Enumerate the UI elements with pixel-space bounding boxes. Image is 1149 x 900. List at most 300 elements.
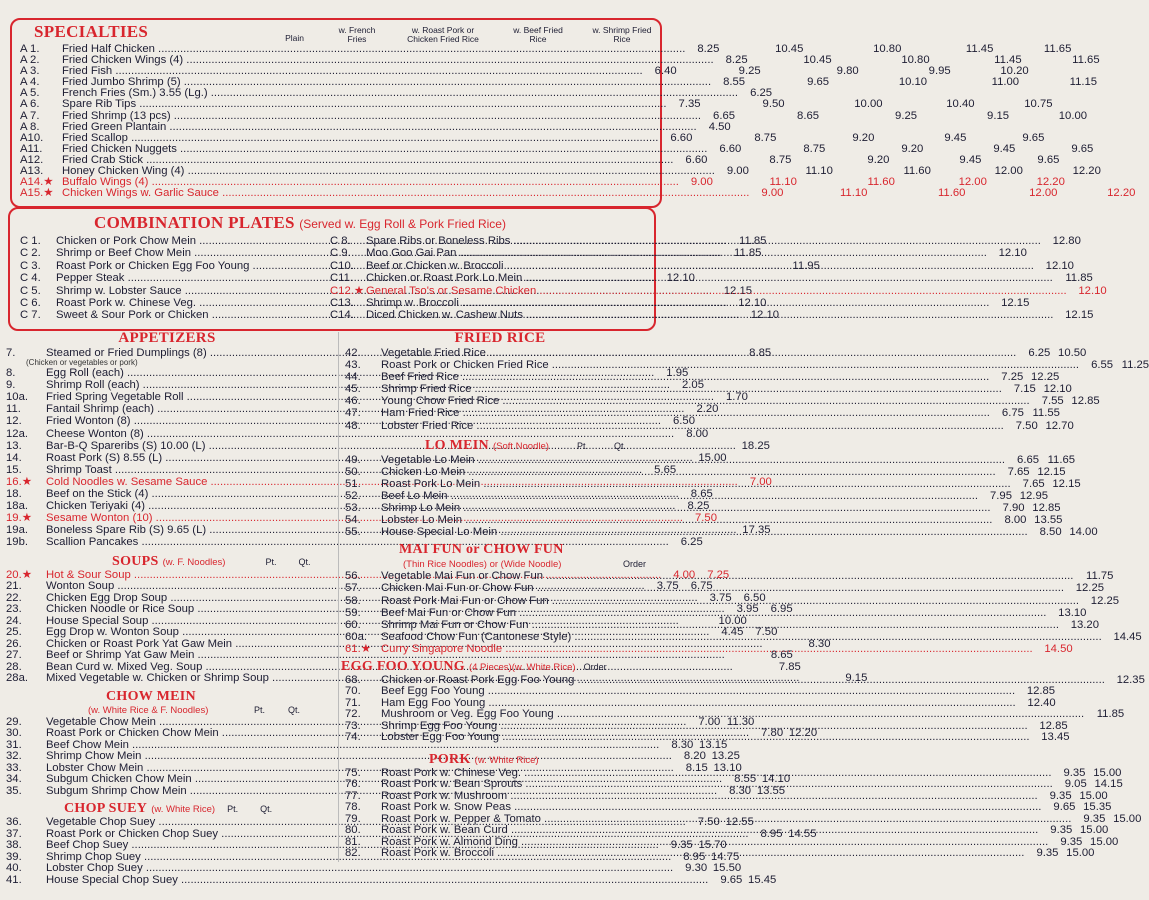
item-code: 61.★ <box>345 642 371 655</box>
item-price: 11.00 <box>991 76 1020 89</box>
item-price: 8.95 <box>683 850 706 863</box>
appetizers-title: APPETIZERS <box>118 330 216 346</box>
item-price: 7.85 <box>778 660 801 673</box>
item-name: Moo Goo Gai Pan ..... <box>366 247 987 259</box>
item-price: 8.85 <box>749 347 772 359</box>
header-pork-fried-rice: w. Roast Pork or Chicken Fried Rice <box>407 25 479 44</box>
item-code: 12a. <box>6 427 28 440</box>
item-name: Shrimp Toast ..... <box>46 464 642 476</box>
item-name: Shrimp Roll (each) ..... <box>46 379 670 391</box>
item-price: 12.70 <box>1045 419 1074 432</box>
item-price: 12.85 <box>1032 502 1061 515</box>
chopsuey-title: CHOP SUEY <box>64 801 148 816</box>
soups-qt-label: Qt. <box>298 556 311 567</box>
chopsuey-subtitle: (w. White Rice) <box>151 804 216 815</box>
item-price: 8.75 <box>769 153 792 166</box>
item-price: 6.60 <box>670 131 693 144</box>
item-price: 12.40 <box>1027 696 1056 709</box>
item-price: 6.55 <box>1091 359 1114 372</box>
item-code: C 4. <box>20 272 41 285</box>
item-name: Mushroom or Veg. Egg Foo Young ..... <box>381 709 1084 721</box>
item-price: 11.85 <box>1065 272 1093 285</box>
item-price: 3.95 <box>736 603 759 615</box>
item-name: Shrimp Lo Mein ..... <box>381 502 991 514</box>
item-price: 11.55 <box>1032 407 1060 420</box>
item-price: 8.25 <box>687 500 710 513</box>
item-price: 9.35 <box>1050 824 1073 837</box>
item-code: 58. <box>345 594 361 607</box>
item-price: 11.65 <box>1047 453 1076 466</box>
menu-item <box>6 427 709 440</box>
item-name: Fried Scallop ..... <box>62 133 658 144</box>
item-price: 4.50 <box>708 120 731 133</box>
item-name: Pepper Steak ..... <box>56 272 655 284</box>
chopsuey-qt-label: Qt. <box>260 804 273 814</box>
item-name: Vegetable Chow Mein ..... <box>46 717 686 729</box>
item-price: 15.00 <box>1093 766 1122 779</box>
item-code: A15.★ <box>20 187 54 200</box>
item-price: 12.85 <box>1071 395 1100 408</box>
item-name: Beef or Chicken w. Broccoli ..... <box>366 260 1034 272</box>
item-name: Chicken Mai Fun or Chow Fun ..... <box>381 582 1064 594</box>
item-price: 12.10 <box>1045 259 1074 272</box>
item-price: 12.25 <box>1090 594 1120 607</box>
item-price: 12.15 <box>1037 465 1066 478</box>
item-code: 33. <box>6 761 22 774</box>
specialties-list <box>20 43 1136 200</box>
item-price: 10.10 <box>898 76 928 89</box>
item-code: A 6. <box>20 98 40 111</box>
item-name: Roast Pork w. Bean Curd ..... <box>381 825 1038 837</box>
item-name: Mixed Vegetable w. Chicken or Shrimp Soup ..... <box>46 673 799 685</box>
item-price: 9.65 <box>1022 131 1045 144</box>
item-price: 7.25 <box>707 568 730 581</box>
item-price: 12.10 <box>1078 284 1107 297</box>
item-price: 9.00 <box>761 187 784 200</box>
item-code: 47. <box>345 407 361 420</box>
item-price: 7.95 <box>990 489 1013 502</box>
item-price: 12.10 <box>750 309 780 322</box>
item-code: A 8. <box>20 120 40 133</box>
item-code: 19b. <box>6 536 28 549</box>
item-name: Spare Ribs or Boneless Ribs ..... <box>366 235 1041 247</box>
item-price: 11.60 <box>867 176 895 189</box>
item-price: 7.50 <box>694 512 717 525</box>
item-code: 70. <box>345 685 361 698</box>
item-name: Roast Pork (S) 8.55 (L) ..... <box>46 452 693 464</box>
item-price: 9.35 <box>1036 847 1059 860</box>
item-price: 9.50 <box>762 98 785 111</box>
soups-title: SOUPS <box>112 553 159 569</box>
item-name: Cold Noodles w. Sesame Sauce ..... <box>46 476 738 488</box>
item-code: 57. <box>345 582 361 595</box>
item-code: 81. <box>345 835 361 848</box>
item-name: Chicken Lo Mein ..... <box>381 466 996 478</box>
item-code: 9. <box>6 379 16 392</box>
item-price: 10.00 <box>718 614 747 627</box>
item-code: 26. <box>6 637 22 650</box>
item-price: 11.85 <box>734 247 762 260</box>
item-name: Fried Spring Vegetable Roll ..... <box>46 391 714 403</box>
item-price: 9.25 <box>738 65 761 78</box>
lomein-pt-label: Pt. <box>576 440 588 451</box>
item-code: 11. <box>6 403 21 416</box>
item-price: 11.60 <box>937 187 966 200</box>
item-code: C10. <box>330 259 354 272</box>
item-name: Lobster Egg Foo Young ..... <box>381 732 1030 744</box>
item-code: 36. <box>6 816 22 828</box>
item-price: 8.95 <box>760 827 783 840</box>
item-name: Roast Pork w. Pepper & Tomato ..... <box>381 814 1071 826</box>
item-code: A 3. <box>20 65 40 78</box>
item-name: Shrimp Fried Rice ..... <box>381 383 1002 395</box>
item-price: 6.95 <box>770 603 793 615</box>
item-code: 48. <box>345 419 361 432</box>
item-name: Chicken Teriyaki (4) ..... <box>46 500 675 512</box>
item-code: 75. <box>345 766 361 779</box>
item-code: 56. <box>345 570 361 583</box>
item-code: 8. <box>6 367 16 380</box>
item-name: Lobster Lo Mein ..... <box>381 514 992 526</box>
item-code: A13. <box>20 165 44 178</box>
item-name: Fried Shrimp (13 pcs) ..... <box>62 111 701 122</box>
item-code: C12.★ <box>330 284 364 297</box>
item-name: Beef Lo Mein ..... <box>381 490 978 502</box>
item-price: 11.75 <box>1086 570 1114 583</box>
item-name: Fried Fish ..... <box>62 66 643 77</box>
soups-header <box>6 553 311 570</box>
item-price: 9.20 <box>901 142 924 155</box>
menu-item <box>345 359 1149 372</box>
item-price: 6.40 <box>654 65 677 78</box>
item-code: 38. <box>6 839 22 851</box>
item-price: 10.80 <box>873 43 902 55</box>
item-price: 8.30 <box>808 637 831 650</box>
item-name: Subgum Chicken Chow Mein ..... <box>46 774 722 786</box>
item-price: 9.65 <box>1037 153 1060 166</box>
item-name: Diced Chicken w. Cashew Nuts ..... <box>366 309 1053 321</box>
item-price: 11.85 <box>1096 708 1125 721</box>
soups-subtitle: (w. F. Noodles) <box>162 556 226 568</box>
item-name: General Tso's or Sesame Chicken ..... <box>366 285 1067 297</box>
item-name: Shrimp or Beef Chow Mein ..... <box>56 247 721 259</box>
item-price <box>772 88 856 99</box>
item-price: 6.50 <box>743 591 766 604</box>
item-price: 11.10 <box>769 176 797 189</box>
menu-item <box>20 109 1088 122</box>
pork-subtitle: (w. White Rice) <box>474 754 539 766</box>
item-name: Shrimp w. Lobster Sauce ..... <box>56 285 712 297</box>
item-code: A11. <box>20 142 43 155</box>
item-price: 15.35 <box>1083 801 1112 814</box>
item-name: Chicken or Pork Chow Mein ..... <box>56 235 726 247</box>
item-name: Spare Rib Tips ..... <box>62 99 667 110</box>
item-name: Roast Pork w. Bean Sprouts ..... <box>381 779 1053 791</box>
soups-pt-label: Pt. <box>265 556 277 567</box>
item-name: Fried Crab Stick ..... <box>62 155 673 166</box>
item-price: 5.65 <box>654 463 677 476</box>
item-price: 6.60 <box>685 153 708 166</box>
item-name: Buffalo Wings (4) ..... <box>62 177 679 188</box>
item-name: Beef Egg Foo Young ..... <box>381 686 1015 698</box>
item-code: A12. <box>20 153 44 166</box>
item-code: 73. <box>345 719 361 732</box>
item-price: 14.00 <box>1069 526 1098 539</box>
eggfoo-title: EGG FOO YOUNG <box>341 658 465 674</box>
item-price: 9.00 <box>726 165 749 178</box>
eggfoo-subtitle: (4 Pieces)(w. White Rice) <box>468 661 576 673</box>
item-price: 8.00 <box>686 427 709 440</box>
item-price: 6.25 <box>750 87 773 100</box>
item-code: C 7. <box>20 309 41 322</box>
item-code: 72. <box>345 708 361 721</box>
column-divider <box>338 332 339 862</box>
item-price: 7.65 <box>1022 477 1045 490</box>
item-price: 9.30 <box>685 862 708 874</box>
item-name: Fried Wonton (8) ..... <box>46 415 661 427</box>
menu-item <box>6 649 793 662</box>
item-code: C 8. <box>330 235 351 247</box>
item-name: Wonton Soup ..... <box>46 581 645 593</box>
item-code: A 7. <box>20 109 40 122</box>
item-price: 11.10 <box>839 187 868 200</box>
item-code: 28. <box>6 660 22 673</box>
item-price: 4.45 <box>721 626 744 638</box>
item-price: 1.95 <box>666 367 689 380</box>
item-name: Beef Fried Rice ..... <box>381 371 989 383</box>
item-code: 55. <box>345 526 361 539</box>
item-price: 6.25 <box>680 536 703 549</box>
lomein-subtitle: (Soft Noodle) <box>492 440 549 452</box>
item-price: 6.50 <box>673 415 695 428</box>
item-price: 8.65 <box>770 649 793 661</box>
item-price: 12.10 <box>738 297 767 310</box>
item-price: 12.25 <box>1031 371 1060 384</box>
item-name: Young Chow Fried Rice ..... <box>381 395 1030 407</box>
item-code: 28a. <box>6 672 28 684</box>
item-price: 9.20 <box>852 131 875 144</box>
item-name: Steamed or Fried Dumplings (8) ..... <box>46 347 737 359</box>
item-price: 12.15 <box>1065 309 1094 322</box>
eggfoo-header <box>341 658 655 675</box>
item-price: 8.75 <box>803 142 826 155</box>
item-price: 12.95 <box>1019 489 1049 502</box>
item-code: 18. <box>6 488 22 501</box>
item-price: 14.75 <box>710 850 740 863</box>
item-code: 79. <box>345 812 361 825</box>
item-code: 80. <box>345 824 361 837</box>
item-price: 14.50 <box>1044 642 1073 655</box>
item-price: 6.60 <box>719 142 742 155</box>
item-price: 11.95 <box>792 259 820 272</box>
item-price: 9.15 <box>987 109 1010 122</box>
item-price: 13.10 <box>713 761 742 774</box>
item-code: 27. <box>6 649 22 661</box>
menu-item <box>6 862 742 875</box>
item-name: Fried Jumbo Shrimp (5) ..... <box>62 77 711 88</box>
item-code: C 2. <box>20 247 41 260</box>
item-price: 13.45 <box>1041 731 1070 744</box>
item-price: 10.75 <box>1024 98 1053 111</box>
menu-item <box>6 536 703 549</box>
item-name: Chicken Egg Drop Soup ..... <box>46 593 698 605</box>
item-price: 15.00 <box>1090 835 1119 848</box>
item-price: 9.35 <box>1083 812 1106 825</box>
item-name: French Fries (Sm.) 3.55 (Lg.) ..... <box>62 88 738 99</box>
item-price: 11.60 <box>903 165 931 178</box>
item-name: Chicken or Roast Pork Lo Mein ..... <box>366 272 1053 284</box>
item-price: 8.30 <box>729 784 752 797</box>
item-price: 12.80 <box>1052 235 1081 247</box>
item-price: 9.05 <box>1064 778 1087 791</box>
item-code: 10a. <box>6 391 28 404</box>
item-price: 6.25 <box>1028 347 1051 359</box>
item-name: Beef on the Stick (4) ..... <box>46 488 679 500</box>
item-price: 14.55 <box>788 827 817 840</box>
item-price: 12.20 <box>1072 165 1101 178</box>
item-price: 11.85 <box>739 235 767 247</box>
item-price: 8.30 <box>671 738 694 751</box>
item-code: C 1. <box>20 235 41 247</box>
item-name: Fried Green Plantain ..... <box>62 122 697 133</box>
item-price: 13.20 <box>1070 618 1099 631</box>
item-code: 14. <box>6 451 22 464</box>
lomein-title: LO MEIN <box>425 437 489 453</box>
item-price: 8.15 <box>685 761 708 774</box>
item-price: 2.20 <box>696 403 719 416</box>
item-name: Bean Curd w. Mixed Veg. Soup ..... <box>46 662 733 674</box>
item-price: 12.20 <box>1036 176 1065 189</box>
header-shrimp-fried-rice: w. Shrimp Fried Rice <box>592 25 652 44</box>
item-code: 50. <box>345 465 361 478</box>
item-price: 9.45 <box>959 153 982 166</box>
item-code: 30. <box>6 727 22 739</box>
item-price: 9.20 <box>867 153 890 166</box>
item-name: Roast Pork w. Almond Ding ..... <box>381 837 1048 849</box>
maifun-header <box>345 542 655 570</box>
item-code: 25. <box>6 626 22 638</box>
lomein-qt-label: Qt. <box>613 440 626 451</box>
item-price: 4.00 <box>673 568 696 581</box>
item-price: 7.50 <box>755 626 778 638</box>
item-name: Fried Chicken Nuggets ..... <box>62 144 707 155</box>
item-price: 12.15 <box>723 284 753 297</box>
item-price: 15.70 <box>698 839 727 851</box>
maifun-title: MAI FUN or CHOW FUN <box>399 542 564 558</box>
item-price: 7.90 <box>1002 502 1025 515</box>
item-code: 34. <box>6 773 22 785</box>
item-code: C 9. <box>330 247 351 260</box>
item-code: 60. <box>345 618 361 631</box>
item-code: 41. <box>6 873 22 886</box>
item-price: 8.65 <box>797 109 820 122</box>
item-code: C 5. <box>20 284 41 297</box>
item-price: 7.65 <box>1007 465 1030 478</box>
item-name: Lobster Chop Suey ..... <box>46 863 673 875</box>
item-price: 8.20 <box>683 750 706 762</box>
item-code: 44. <box>345 371 361 384</box>
item-price: 8.00 <box>1004 514 1027 527</box>
item-price: 12.10 <box>666 272 695 285</box>
item-price: 13.10 <box>1058 606 1087 619</box>
item-price: 8.75 <box>754 131 777 144</box>
item-price: 11.15 <box>1069 76 1098 89</box>
item-price: 8.55 <box>734 773 757 785</box>
item-price: 13.15 <box>699 738 728 751</box>
item-price: 6.75 <box>690 580 713 592</box>
item-name: Shrimp Egg Foo Young ..... <box>381 721 1028 733</box>
item-name: Shrimp w. Broccoli ..... <box>366 297 989 309</box>
item-price: 9.00 <box>690 176 713 189</box>
item-price: 12.25 <box>1075 582 1105 595</box>
item-code: 42. <box>345 347 361 359</box>
item-price: 15.00 <box>698 451 727 464</box>
item-code: 71. <box>345 696 361 709</box>
item-code: 46. <box>345 395 361 408</box>
combination-box <box>8 207 1107 331</box>
item-code: A10. <box>20 131 44 144</box>
item-name: Sweet & Sour Pork or Chicken ..... <box>56 309 739 321</box>
item-price: 10.45 <box>775 43 804 55</box>
item-name: Roast Pork w. Mushroom ..... <box>381 791 1038 803</box>
item-price: 9.15 <box>845 672 868 684</box>
item-code: 13. <box>6 439 22 452</box>
item-price: 12.10 <box>1043 383 1072 396</box>
lomein-header <box>345 438 655 454</box>
item-name: Hot & Sour Soup ..... <box>46 570 661 582</box>
item-price: 15.00 <box>1113 812 1142 825</box>
item-code: 32. <box>6 750 22 762</box>
item-price: 6.65 <box>713 109 736 122</box>
combo-subtitle: (Served w. Egg Roll & Pork Fried Rice) <box>299 217 506 231</box>
specialties-title: SPECIALTIES <box>34 22 149 41</box>
item-name: Roast Pork w. Chinese Veg. ..... <box>381 768 1051 780</box>
item-code: A 4. <box>20 76 40 89</box>
item-price: 15.00 <box>1080 824 1109 837</box>
item-price: 15.45 <box>748 873 777 886</box>
item-name: Fried Chicken Wings (4) ..... <box>62 55 714 66</box>
item-code: 45. <box>345 383 361 396</box>
item-price: 10.45 <box>803 54 832 67</box>
combo-header <box>94 213 506 233</box>
item-price: 10.40 <box>946 98 975 111</box>
item-code: 23. <box>6 603 22 615</box>
item-price: 14.45 <box>1113 630 1142 643</box>
menu-item <box>20 98 1053 111</box>
item-price: 15.50 <box>712 862 742 874</box>
item-code: 52. <box>345 489 361 502</box>
item-price: 11.10 <box>805 165 833 178</box>
item-code: 54. <box>345 514 361 527</box>
item-price: 9.35 <box>1063 766 1086 779</box>
header-french-fries: w. French Fries <box>338 25 376 44</box>
item-code: C11. <box>330 272 354 285</box>
menu-item <box>20 187 1136 200</box>
item-name: Chicken or Roast Pork Yat Gaw Mein ..... <box>46 639 763 651</box>
item-name: Beef Mai Fun or Chow Fun ..... <box>381 607 1046 619</box>
item-code: 77. <box>345 789 361 802</box>
item-name: Beef Chop Suey ..... <box>46 840 659 852</box>
item-code: 74. <box>345 731 361 744</box>
item-name: Roast Pork Mai Fun or Chow Fun ..... <box>381 595 1079 607</box>
item-price: 7.00 <box>749 475 772 488</box>
item-code: 22. <box>6 591 22 604</box>
item-price: 11.30 <box>726 715 755 728</box>
item-name: Roast Pork w. Snow Peas ..... <box>381 802 1041 814</box>
item-name: Vegetable Chop Suey ..... <box>46 817 686 829</box>
item-price: 8.25 <box>697 43 720 55</box>
item-code: 49. <box>345 453 361 466</box>
